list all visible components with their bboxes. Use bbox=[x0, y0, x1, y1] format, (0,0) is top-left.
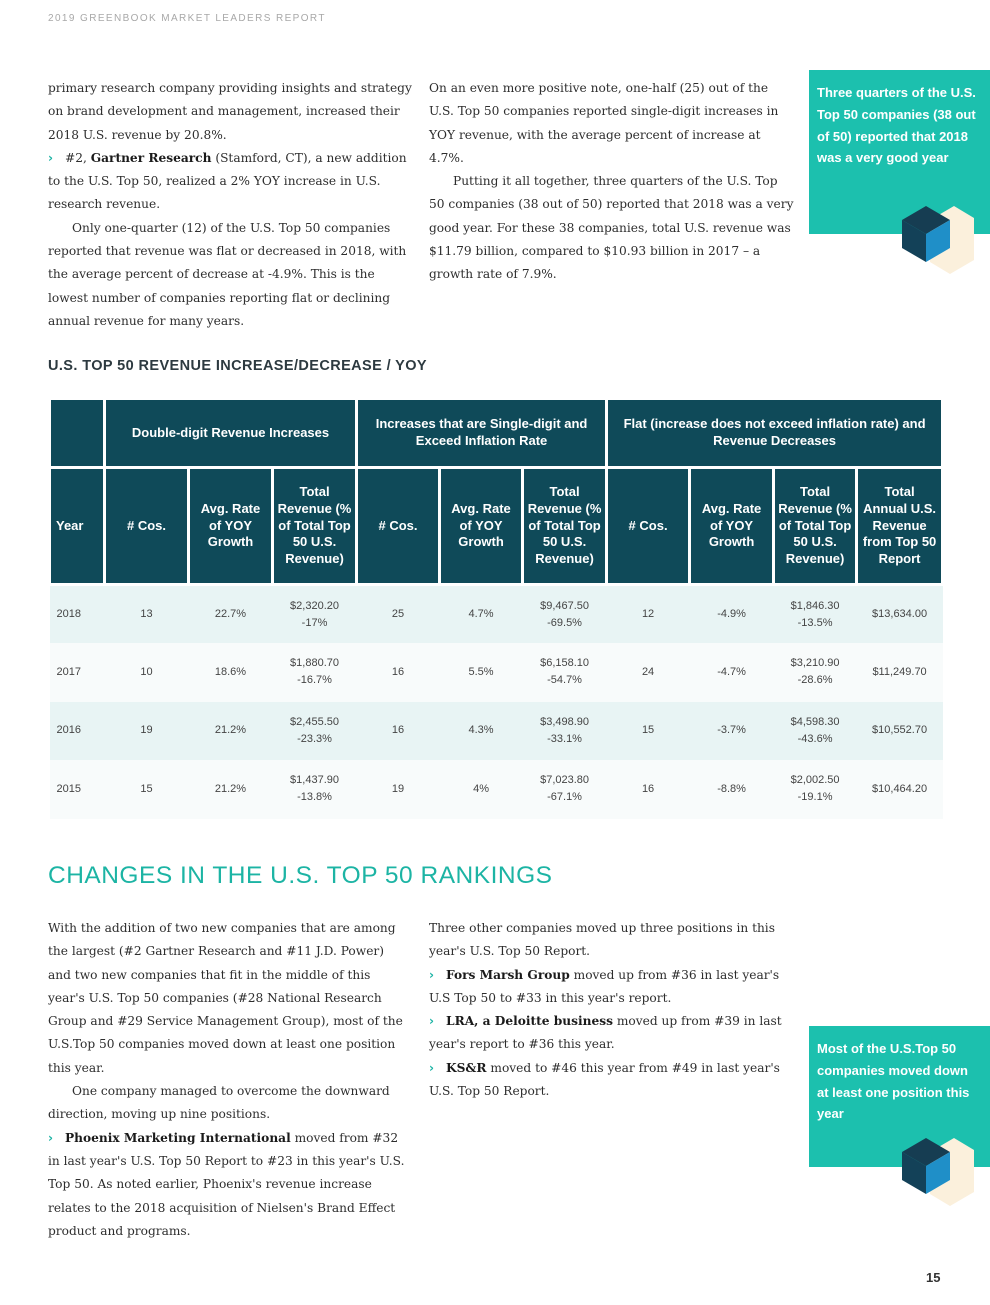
page-number: 15 bbox=[926, 1270, 941, 1285]
revenue-cell: $1,846.30 -13.5% bbox=[774, 585, 857, 644]
year-cell: 2016 bbox=[50, 702, 105, 761]
year-cell: 2017 bbox=[50, 643, 105, 702]
column-header-year: Year bbox=[50, 468, 105, 585]
cos-cell: 24 bbox=[607, 643, 690, 702]
rankings-column-right bbox=[429, 917, 795, 1103]
revenue-table bbox=[48, 397, 944, 819]
table-row bbox=[50, 702, 943, 761]
bullet-phoenix: › Phoenix Marketing International moved from #32 in last year's U.S. Top 50 Report to #23 in this year's U.S. Top 50. As noted earlier, Phoenix's revenue increase relates to the 2018 acquisition of Nielsen's Brand Effect product and programs. bbox=[48, 1127, 408, 1243]
chevron-right-icon: › bbox=[48, 1130, 54, 1145]
cos-cell: 25 bbox=[357, 585, 440, 644]
column-header-total-revenue: Total Revenue (% of Total Top 50 U.S. Revenue) bbox=[273, 468, 357, 585]
bullet-gartner: › #2, Gartner Research (Stamford, CT), a new addition to the U.S. Top 50, realized a 2% YOY increase in U.S. research revenue. bbox=[48, 147, 414, 217]
revenue-cell: $7,023.80 -67.1% bbox=[523, 760, 607, 819]
rankings-paragraph: One company managed to overcome the downward direction, moving up nine positions. bbox=[48, 1084, 390, 1122]
rate-cell: 5.5% bbox=[440, 643, 523, 702]
intro-paragraph: Putting it all together, three quarters of the U.S. Top 50 companies (38 out of 50) reported that 2018 was a very good year. For these 38 companies, total U.S. revenue was $11.79 billion, compared to $10.93 billion in 2017 – a growth rate of 7.9%. bbox=[429, 174, 794, 282]
cos-cell: 13 bbox=[105, 585, 189, 644]
group-header-single-digit: Increases that are Single-digit and Exceed Inflation Rate bbox=[357, 399, 607, 468]
section-heading: CHANGES IN THE U.S. TOP 50 RANKINGS bbox=[48, 862, 553, 889]
bullet-fors-marsh: › Fors Marsh Group moved up from #36 in last year's U.S Top 50 to #33 in this year's report. bbox=[429, 964, 795, 1011]
column-header-total-annual: Total Annual U.S. Revenue from Top 50 Report bbox=[857, 468, 943, 585]
cube-icon bbox=[900, 1138, 976, 1210]
cos-cell: 19 bbox=[357, 760, 440, 819]
cos-cell: 16 bbox=[357, 702, 440, 761]
rate-cell: 4.7% bbox=[440, 585, 523, 644]
total-cell: $10,552.70 bbox=[857, 702, 943, 761]
cos-cell: 16 bbox=[607, 760, 690, 819]
cos-cell: 10 bbox=[105, 643, 189, 702]
revenue-cell: $1,437.90 -13.8% bbox=[273, 760, 357, 819]
revenue-cell: $4,598.30 -43.6% bbox=[774, 702, 857, 761]
company-name: Gartner Research bbox=[90, 150, 212, 165]
revenue-cell: $3,498.90 -33.1% bbox=[523, 702, 607, 761]
table-row bbox=[50, 643, 943, 702]
company-name: Fors Marsh Group bbox=[446, 967, 570, 982]
chevron-right-icon: › bbox=[429, 1014, 435, 1029]
cos-cell: 16 bbox=[357, 643, 440, 702]
group-header-flat-decrease: Flat (increase does not exceed inflation rate) and Revenue Decreases bbox=[607, 399, 943, 468]
cos-cell: 15 bbox=[607, 702, 690, 761]
column-header-cos: # Cos. bbox=[607, 468, 690, 585]
intro-paragraph: Only one-quarter (12) of the U.S. Top 50 companies reported that revenue was flat or decreased in 2018, with the average percent of decrease at -4.9%. This is the lowest number of companies reporting flat or declining annual revenue for many years. bbox=[48, 220, 407, 328]
revenue-cell: $9,467.50 -69.5% bbox=[523, 585, 607, 644]
total-cell: $13,634.00 bbox=[857, 585, 943, 644]
rate-cell: -8.8% bbox=[690, 760, 774, 819]
cos-cell: 15 bbox=[105, 760, 189, 819]
running-head: 2019 GREENBOOK MARKET LEADERS REPORT bbox=[48, 13, 326, 24]
rate-cell: 21.2% bbox=[189, 760, 273, 819]
column-header-avg-rate: Avg. Rate of YOY Growth bbox=[440, 468, 523, 585]
chevron-right-icon: › bbox=[429, 1060, 435, 1075]
cube-icon bbox=[900, 206, 976, 278]
rate-cell: 4.3% bbox=[440, 702, 523, 761]
column-header-avg-rate: Avg. Rate of YOY Growth bbox=[690, 468, 774, 585]
rate-cell: 18.6% bbox=[189, 643, 273, 702]
company-name: KS&R bbox=[446, 1060, 487, 1075]
revenue-cell: $3,210.90 -28.6% bbox=[774, 643, 857, 702]
total-cell: $10,464.20 bbox=[857, 760, 943, 819]
revenue-cell: $2,002.50 -19.1% bbox=[774, 760, 857, 819]
cos-cell: 19 bbox=[105, 702, 189, 761]
year-cell: 2018 bbox=[50, 585, 105, 644]
rankings-paragraph: Three other companies moved up three positions in this year's U.S. Top 50 Report. bbox=[429, 921, 775, 959]
column-header-cos: # Cos. bbox=[105, 468, 189, 585]
table-row bbox=[50, 760, 943, 819]
company-name: Phoenix Marketing International bbox=[65, 1130, 291, 1145]
callout-box: Three quarters of the U.S. Top 50 companies (38 out of 50) reported that 2018 was a very good year bbox=[809, 70, 990, 234]
column-header-cos: # Cos. bbox=[357, 468, 440, 585]
cos-cell: 12 bbox=[607, 585, 690, 644]
rate-cell: 22.7% bbox=[189, 585, 273, 644]
rate-cell: 4% bbox=[440, 760, 523, 819]
company-name: LRA, a Deloitte business bbox=[446, 1014, 613, 1029]
total-cell: $11,249.70 bbox=[857, 643, 943, 702]
revenue-cell: $2,320.20 -17% bbox=[273, 585, 357, 644]
callout-box: Most of the U.S.Top 50 companies moved down at least one position this year bbox=[809, 1026, 990, 1167]
rate-cell: -3.7% bbox=[690, 702, 774, 761]
bullet-ksr: › KS&R moved to #46 this year from #49 in last year's U.S. Top 50 Report. bbox=[429, 1057, 795, 1104]
table-row bbox=[50, 585, 943, 644]
revenue-cell: $2,455.50 -23.3% bbox=[273, 702, 357, 761]
table-title: U.S. TOP 50 REVENUE INCREASE/DECREASE / YOY bbox=[48, 358, 427, 374]
rate-cell: -4.7% bbox=[690, 643, 774, 702]
chevron-right-icon: › bbox=[48, 150, 54, 165]
column-header-avg-rate: Avg. Rate of YOY Growth bbox=[189, 468, 273, 585]
column-header-total-revenue: Total Revenue (% of Total Top 50 U.S. Revenue) bbox=[523, 468, 607, 585]
chevron-right-icon: › bbox=[429, 967, 435, 982]
revenue-cell: $1,880.70 -16.7% bbox=[273, 643, 357, 702]
rankings-column-left bbox=[48, 917, 408, 1243]
intro-paragraph: On an even more positive note, one-half (25) out of the U.S. Top 50 companies reported single-digit increases in YOY revenue, with the average percent of increase at 4.7%. bbox=[429, 81, 779, 165]
revenue-cell: $6,158.10 -54.7% bbox=[523, 643, 607, 702]
rankings-paragraph: With the addition of two new companies that are among the largest (#2 Gartner Research and #11 J.D. Power) and two new companies that fit in the middle of this year's U.S. Top 50 companies (#28 National Research Group and #29 Service Management Group), most of the U.S.Top 50 companies moved down at least one position this year. bbox=[48, 921, 403, 1075]
intro-column-right bbox=[429, 77, 795, 287]
intro-paragraph: primary research company providing insights and strategy on brand development and management, increased their 2018 U.S. revenue by 20.8%. bbox=[48, 81, 412, 142]
rate-cell: 21.2% bbox=[189, 702, 273, 761]
table-corner-cell bbox=[50, 399, 105, 468]
rate-cell: -4.9% bbox=[690, 585, 774, 644]
year-cell: 2015 bbox=[50, 760, 105, 819]
intro-column-left bbox=[48, 77, 414, 333]
column-header-total-revenue: Total Revenue (% of Total Top 50 U.S. Revenue) bbox=[774, 468, 857, 585]
group-header-double-digit: Double-digit Revenue Increases bbox=[105, 399, 357, 468]
bullet-lra: › LRA, a Deloitte business moved up from #39 in last year's report to #36 this year. bbox=[429, 1010, 795, 1057]
